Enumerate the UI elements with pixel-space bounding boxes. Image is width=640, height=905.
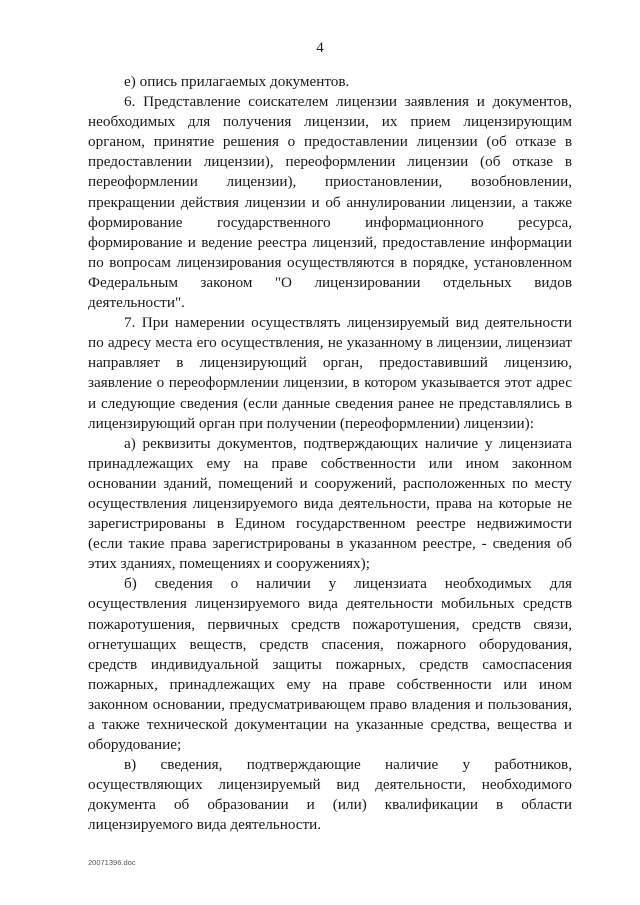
paragraph-subclause-v: в) сведения, подтверждающие наличие у работников, осуществляющих лицензируемый вид деятельности, необходимого документа об образовании и (или) квалификации в области лицензируемого вида деятельности. (88, 756, 572, 834)
paragraph-subclause-b: б) сведения о наличии у лицензиата необходимых для осуществления лицензируемого вида деятельности мобильных средств пожаротушения, первичных средств пожаротушения, средств связи, огнетушащих веществ, средств спасения, пожарного оборудования, средств индивидуальной защиты пожарных, средств самоспасения пожарных, принадлежащих ему на праве собственности или ином законном основании, предусматривающем право владения и пользования, а также технической документации на указанные средства, вещества и оборудование; (88, 575, 572, 754)
paragraph-clause-6: 6. Представление соискателем лицензии заявления и документов, необходимых для получения лицензии, их прием лицензирующим органом, принятие решения о предоставлении лицензии (об отказе в предоставлении лицензии), переоформлении лицензии (об отказе в переоформлении лицензии), приостановлении, возобновлении, прекращении действия лицензии и об аннулировании лицензии, а также формирование государственного информационного ресурса, формирование и ведение реестра лицензий, предоставление информации по вопросам лицензирования осуществляются в порядке, установленном Федеральным законом "О лицензировании отдельных видов деятельности". (88, 93, 572, 312)
paragraph-subclause-a: а) реквизиты документов, подтверждающих наличие у лицензиата принадлежащих ему на праве собственности или ином законном основании зданий, помещений и сооружений, расположенных по месту осуществления лицензируемого вида деятельности, права на которые не зарегистрированы в Едином государственном реестре недвижимости (если такие права зарегистрированы в указанном реестре, - сведения об этих зданиях, помещениях и сооружениях); (88, 434, 572, 573)
paragraph-clause-7: 7. При намерении осуществлять лицензируемый вид деятельности по адресу места его осуществления, не указанному в лицензии, лицензиат направляет в лицензирующий орган, предоставивший лицензию, заявление о переоформлении лицензии, в котором указывается этот адрес и следующие сведения (если данные сведения ранее не представлялись в лицензирующий орган при получении (переоформлении) лицензии): (88, 314, 572, 432)
document-file-id: 20071396.doc (88, 858, 136, 867)
paragraph-list-item-e: е) опись прилагаемых документов. (124, 73, 350, 90)
document-body (88, 72, 572, 836)
page-number: 4 (316, 40, 324, 56)
